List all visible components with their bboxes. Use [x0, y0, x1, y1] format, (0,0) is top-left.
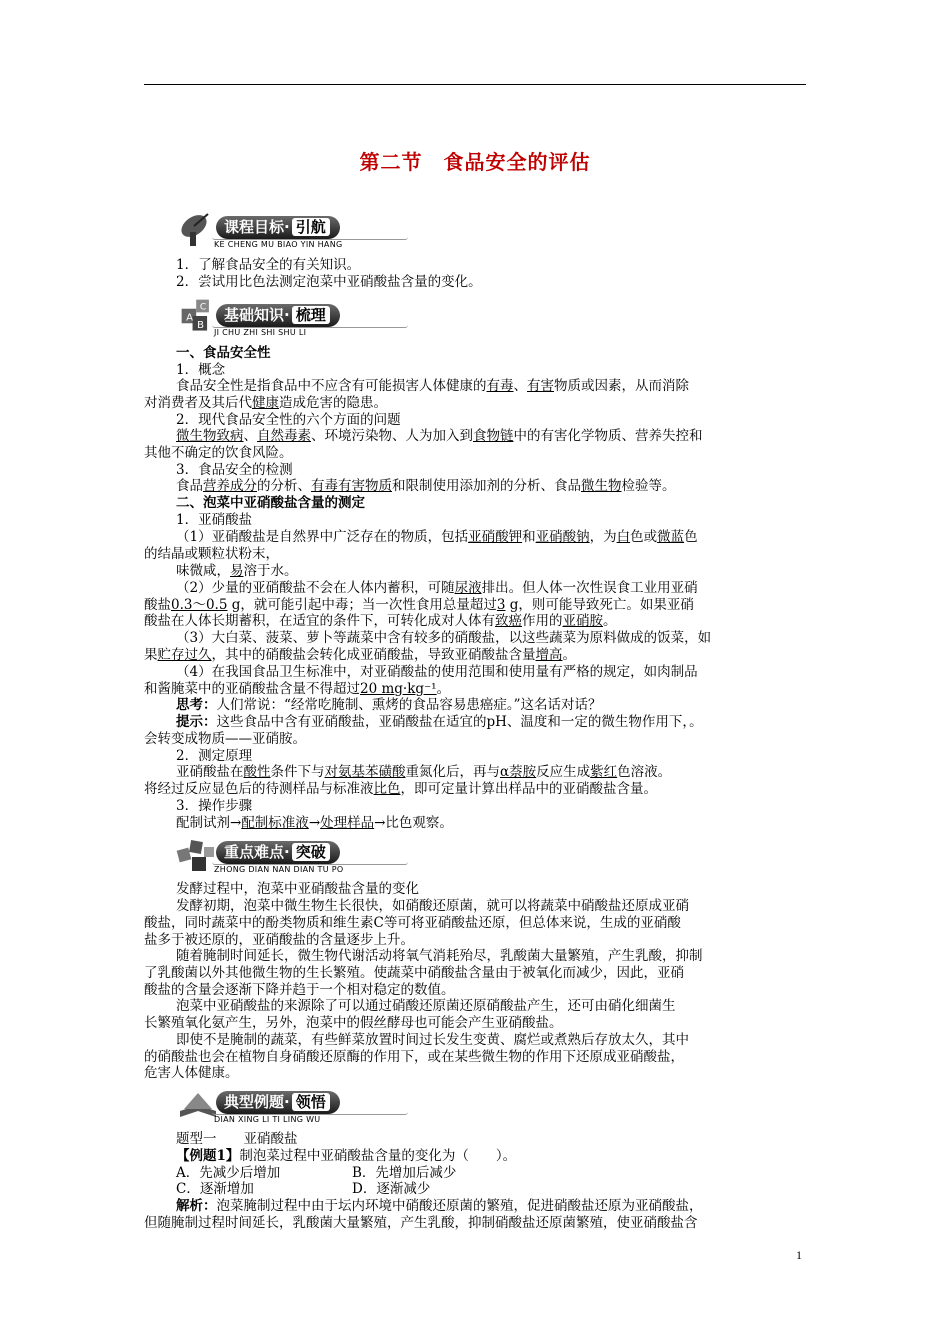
subheading: 发酵过程中，泡菜中亚硝酸盐含量的变化 [176, 881, 419, 897]
paragraph-cont: 将经过反应显色后的待测样品与标准液比色，即可定量计算出样品中的亚硝酸盐含量。 [144, 781, 657, 797]
banner-pinyin: JI CHU ZHI SHI SHU LI [214, 328, 307, 337]
subheading: 1．亚硝酸盐 [176, 512, 253, 528]
paragraph: （4）在我国食品卫生标准中，对亚硝酸盐的使用范围和使用量有严格的规定，如肉制品 [176, 664, 698, 680]
paragraph-cont: 的结晶或颗粒状粉末， [144, 546, 279, 562]
paragraph: 微生物致病、自然毒素、环境污染物、人为加入到食物链中的有害化学物质、营养失控和 [176, 428, 703, 444]
paragraph: 配制试剂→配制标准液→处理样品→比色观察。 [176, 815, 453, 831]
banner-examples [176, 1081, 406, 1129]
header-rule [144, 84, 806, 85]
analysis-cont: 但随腌制过程时间延长，乳酸菌大量繁殖，产生乳酸，抑制硝酸盐还原菌繁殖，使亚硝酸盐含 [144, 1215, 698, 1231]
paragraph-cont: 危害人体健康。 [144, 1065, 239, 1081]
paragraph-cont: 和酱腌菜中的亚硝酸盐含量不得超过20 mg·kg⁻¹。 [144, 681, 451, 697]
paragraph: 食品营养成分的分析、有毒有害物质和限制使用添加剂的分析、食品微生物检验等。 [176, 478, 676, 494]
banner-title: 课程目标· 引航 [216, 216, 340, 239]
banner-pinyin: ZHONG DIAN NAN DIAN TU PO [214, 865, 344, 874]
paragraph-cont: 酸盐在人体长期蓄积，在适宜的条件下，可转化成对人体有致癌作用的亚硝胺。 [144, 613, 617, 629]
paragraph-cont: 对消费者及其后代健康造成危害的隐患。 [144, 395, 387, 411]
page-title: 第二节 食品安全的评估 [359, 150, 591, 174]
banner-title: 典型例题· 领悟 [216, 1091, 340, 1114]
paragraph-cont: 味微咸，易溶于水。 [176, 563, 298, 579]
paragraph: 亚硝酸盐在酸性条件下与对氨基苯磺酸重氮化后，再与α萘胺反应生成紫红色溶液。 [176, 764, 672, 780]
paragraph: 食品安全性是指食品中不应含有可能损害人体健康的有毒、有害物质或因素，从而消除 [176, 378, 689, 394]
svg-text:B: B [197, 319, 204, 331]
paragraph-cont: 了乳酸菌以外其他微生物的生长繁殖。使蔬菜中硝酸盐含量由于被氧化而减少，因此，亚硝 [144, 965, 684, 981]
option-b: B．先增加后减少 [352, 1165, 457, 1181]
subheading: 2．现代食品安全性的六个方面的问题 [176, 412, 401, 428]
svg-text:A: A [186, 312, 194, 324]
paragraph: （3）大白菜、菠菜、萝卜等蔬菜中含有较多的硝酸盐，以这些蔬菜为原料做成的饭菜，如 [176, 630, 712, 646]
paragraph-cont: 酸盐的含量会逐渐下降并趋于一个相对稳定的数值。 [144, 982, 455, 998]
paragraph: 泡菜中亚硝酸盐的来源除了可以通过硝酸还原菌还原硝酸盐产生，还可由硝化细菌生 [176, 998, 676, 1014]
goal-1: 1．了解食品安全的有关知识。 [176, 257, 361, 273]
banner-pinyin: KE CHENG MU BIAO YIN HANG [214, 240, 343, 249]
section-heading: 二、泡菜中亚硝酸盐含量的测定 [176, 495, 365, 511]
paragraph-cont: 果贮存过久，其中的硝酸盐会转化成亚硝酸盐，导致亚硝酸盐含量增高。 [144, 647, 576, 663]
think-question: 思考：人们常说：“经常吃腌制、熏烤的食品容易患癌症。”这名话对话？ [176, 697, 602, 713]
paragraph-cont: 其他不确定的饮食风险。 [144, 445, 293, 461]
paragraph-cont: 长繁殖氧化氨产生，另外，泡菜中的假丝酵母也可能会产生亚硝酸盐。 [144, 1015, 563, 1031]
paragraph-cont: 的硝酸盐也会在植物自身硝酸还原酶的作用下，或在某些微生物的作用下还原成亚硝酸盐， [144, 1049, 684, 1065]
option-a: A．先减少后增加 [176, 1165, 281, 1181]
subheading: 3．操作步骤 [176, 798, 253, 814]
svg-text:C: C [199, 302, 207, 313]
banner-course-goals [176, 206, 406, 254]
paragraph: 即使不是腌制的蔬菜，有些鲜菜放置时间过长发生变黄、腐烂或煮熟后存放太久，其中 [176, 1032, 689, 1048]
section-heading: 一、食品安全性 [176, 345, 271, 361]
banner-key-points [176, 831, 406, 879]
banner-basic-knowledge [176, 294, 406, 342]
subheading: 3．食品安全的检测 [176, 462, 293, 478]
paragraph: （1）亚硝酸盐是自然界中广泛存在的物质，包括亚硝酸钾和亚硝酸钠，为白色或微蓝色 [176, 529, 698, 545]
option-d: D．逐渐减少 [352, 1181, 431, 1197]
paragraph-cont: 酸盐0.3～0.5 g，就可能引起中毒；当一次性食用总量超过3 g，则可能导致死亡。如果亚硝 [144, 597, 694, 613]
banner-title: 重点难点· 突破 [216, 841, 340, 864]
paragraph-cont: 酸盐，同时蔬菜中的酚类物质和维生素C等可将亚硝酸盐还原，但总体来说，生成的亚硝酸 [144, 915, 681, 931]
paragraph-cont: 盐多于被还原的，亚硝酸盐的含量逐步上升。 [144, 932, 414, 948]
paragraph: 随着腌制时间延长，微生物代谢活动将氧气消耗殆尽，乳酸菌大量繁殖，产生乳酸，抑制 [176, 948, 703, 964]
paragraph: 发酵初期，泡菜中微生物生长很快，如硝酸还原菌，就可以将蔬菜中硝酸盐还原成亚硝 [176, 898, 689, 914]
paragraph: （2）少量的亚硝酸盐不会在人体内蓄积，可随尿液排出。但人体一次性误食工业用亚硝 [176, 580, 698, 596]
question-type: 题型一 亚硝酸盐 [176, 1131, 298, 1147]
analysis: 解析：泡菜腌制过程中由于坛内环境中硝酸还原菌的繁殖，促进硝酸盐还原为亚硝酸盐， [176, 1198, 703, 1214]
goal-2: 2．尝试用比色法测定泡菜中亚硝酸盐含量的变化。 [176, 274, 482, 290]
subheading: 1．概念 [176, 362, 226, 378]
banner-pinyin: DIAN XING LI TI LING WU [214, 1115, 321, 1124]
banner-title: 基础知识· 梳理 [216, 304, 340, 327]
think-hint-cont: 会转变成物质——亚硝胺。 [144, 731, 306, 747]
option-c: C．逐渐增加 [176, 1181, 254, 1197]
subheading: 2．测定原理 [176, 748, 253, 764]
page-number: 1 [796, 1248, 802, 1262]
example-question: 【例题1】制泡菜过程中亚硝酸盐含量的变化为（ ）。 [176, 1148, 517, 1164]
think-hint: 提示：这些食品中含有亚硝酸盐，亚硝酸盐在适宜的pH、温度和一定的微生物作用下，。 [176, 714, 703, 730]
